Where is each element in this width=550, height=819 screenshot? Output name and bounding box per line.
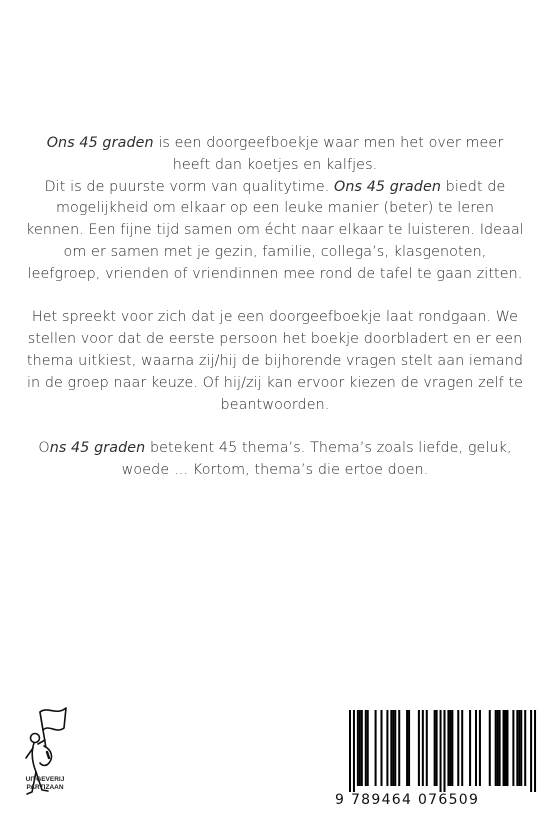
- barcode-bar: [506, 710, 508, 786]
- blurb-text: betekent 45 thema’s. Thema’s zoals liefde, geluk, woede … Kortom, thema’s die ertoe doen.: [121, 440, 512, 478]
- isbn-number: 9 789464 076509: [335, 792, 480, 808]
- barcode-bar: [392, 710, 394, 786]
- barcode-bar: [520, 710, 522, 786]
- book-title: Ons 45 graden: [46, 135, 154, 151]
- barcode-bar: [505, 710, 507, 786]
- publisher-line-2: PARTIZAAN: [26, 784, 64, 791]
- barcode-bar: [475, 710, 477, 786]
- isbn-barcode: [335, 710, 540, 810]
- barcode-bar: [436, 710, 438, 786]
- barcode-bar: [469, 710, 471, 786]
- barcode-bar: [361, 710, 363, 786]
- barcode-bar: [357, 710, 359, 786]
- barcode-bar: [406, 710, 408, 786]
- barcode-bar: [518, 710, 520, 786]
- barcode-bar: [434, 710, 436, 786]
- barcode-bar: [530, 710, 532, 792]
- barcode-bar: [426, 710, 428, 786]
- barcode-bar: [503, 710, 505, 786]
- barcode-bar: [408, 710, 410, 786]
- barcode-bars: [335, 710, 540, 792]
- back-cover-blurb: [26, 133, 524, 504]
- barcode-bar: [499, 710, 501, 786]
- book-title: Ons 45 graden: [334, 178, 442, 195]
- blurb-text: is een doorgeefboekje waar men het over meer heeft dan koetjes en kalfjes.: [153, 135, 504, 173]
- barcode-bar: [418, 710, 420, 786]
- barcode-bar: [390, 710, 392, 786]
- publisher-line-1: UITGEVERIJ: [25, 776, 65, 783]
- barcode-bar: [365, 710, 367, 786]
- barcode-bar: [497, 710, 499, 786]
- barcode-bar: [479, 710, 481, 786]
- barcode-bar: [398, 710, 400, 786]
- barcode-bar: [394, 710, 396, 786]
- publisher-name: [12, 776, 78, 792]
- barcode-bar: [512, 710, 514, 786]
- barcode-bar: [440, 710, 442, 792]
- barcode-bar: [349, 710, 351, 792]
- blurb-text: Dit is de puurste vorm van qualitytime.: [44, 178, 335, 195]
- barcode-bar: [449, 710, 451, 786]
- barcode-bar: [367, 710, 369, 786]
- barcode-bar: [375, 710, 377, 786]
- blurb-text: biedt de mogelijkheid om elkaar op een leuke manier (beter) te leren kennen. Een fijne tijd samen om écht naar elkaar te luisteren. Ideaal om er samen met je gezin, familie, collega’s, klasgenoten, leefgroep, vrienden of vriendinnen mee rond de tafel te gaan zitten.: [26, 178, 524, 282]
- barcode-bar: [380, 710, 382, 786]
- barcode-bar: [516, 710, 518, 786]
- barcode-bar: [495, 710, 497, 786]
- blurb-paragraph-1: [26, 133, 524, 286]
- barcode-bar: [422, 710, 424, 786]
- barcode-bar: [524, 710, 526, 786]
- blurb-text: O: [38, 440, 50, 457]
- barcode-bar: [489, 710, 491, 786]
- blurb-paragraph-2: Het spreekt voor zich dat je een doorgeefboekje laat rondgaan. We stellen voor dat de eerste persoon het boekje doorbladert en er een thema uitkiest, waarna zij/hij de bijhorende vragen stelt aan iemand in de groep naar keuze. Of hij/zij kan ervoor kiezen de vragen zelf te beantwoorden.: [26, 309, 524, 413]
- barcode-bar: [447, 710, 449, 786]
- barcode-bar: [359, 710, 361, 786]
- book-title: ns 45 graden: [49, 440, 146, 457]
- barcode-bar: [461, 710, 463, 786]
- barcode-bar: [386, 710, 388, 786]
- barcode-bar: [451, 710, 453, 786]
- blurb-paragraph-3: [26, 438, 524, 482]
- barcode-bar: [534, 710, 536, 792]
- barcode-bar: [443, 710, 445, 792]
- barcode-bar: [353, 710, 355, 792]
- barcode-bar: [457, 710, 459, 786]
